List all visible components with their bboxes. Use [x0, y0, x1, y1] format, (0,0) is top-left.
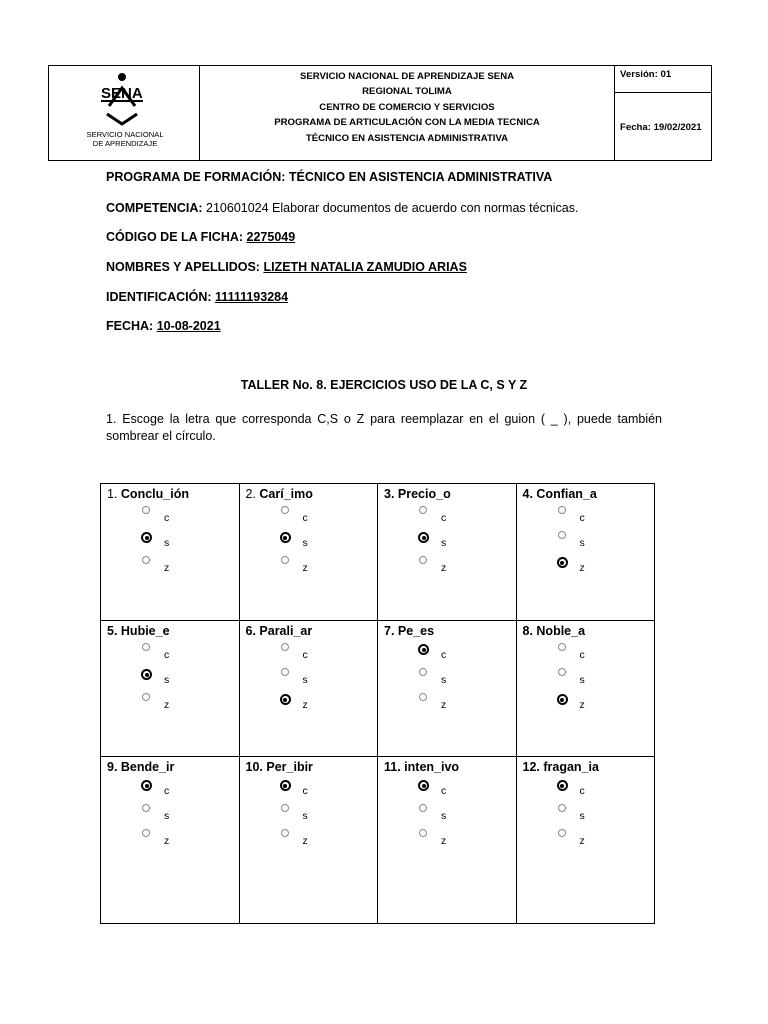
- exercise-title: [107, 487, 189, 501]
- option-label-z: z: [579, 562, 585, 574]
- option-label-s: s: [302, 674, 308, 686]
- option-radio-s[interactable]: [142, 804, 150, 812]
- header-line: PROGRAMA DE ARTICULACIÓN CON LA MEDIA TECNICA: [274, 117, 540, 129]
- competencia-line: [106, 201, 578, 215]
- option-radio-z[interactable]: [281, 556, 289, 564]
- exercise-number: 4.: [522, 487, 537, 501]
- option-label-s: s: [164, 674, 170, 686]
- option-radio-s[interactable]: [280, 532, 291, 543]
- exercise-number: 10.: [245, 760, 267, 774]
- option-radio-z[interactable]: [280, 694, 291, 705]
- option-radio-z[interactable]: [142, 556, 150, 564]
- exercise-word: Parali_ar: [259, 624, 313, 638]
- competencia-label: COMPETENCIA:: [106, 201, 203, 215]
- option-label-s: s: [441, 810, 447, 822]
- header-center: [199, 66, 615, 160]
- exercise-cell: [378, 757, 517, 924]
- option-radio-c[interactable]: [281, 506, 289, 514]
- option-label-c: c: [579, 512, 585, 524]
- exercise-title: [246, 760, 313, 774]
- exercise-title: [523, 487, 597, 501]
- option-label-s: s: [579, 537, 585, 549]
- exercise-cell: [378, 621, 517, 757]
- exercise-cell: [239, 621, 378, 757]
- option-radio-z[interactable]: [419, 556, 427, 564]
- programa-line: [106, 170, 552, 184]
- option-label-z: z: [579, 699, 585, 711]
- exercise-cell: [101, 757, 240, 924]
- exercise-cell: [516, 621, 655, 757]
- exercise-cell: [516, 757, 655, 924]
- option-label-c: c: [579, 649, 585, 661]
- option-label-z: z: [164, 562, 170, 574]
- codigo-value: 2275049: [246, 230, 296, 244]
- nombres-value: LIZETH NATALIA ZAMUDIO ARIAS: [263, 260, 467, 274]
- exercise-number: 11.: [384, 760, 405, 774]
- codigo-line: [106, 230, 295, 244]
- option-label-z: z: [302, 699, 308, 711]
- programa-label: PROGRAMA DE FORMACIÓN: TÉCNICO EN ASISTENCIA ADMINISTRATIVA: [106, 170, 553, 184]
- option-radio-s[interactable]: [281, 668, 289, 676]
- option-radio-z[interactable]: [557, 557, 568, 568]
- exercise-word: Hubie_e: [120, 624, 170, 638]
- exercise-cell: [239, 757, 378, 924]
- exercise-title: [246, 624, 313, 638]
- identificacion-label: IDENTIFICACIÓN:: [106, 290, 212, 304]
- exercise-word: Bende_ir: [120, 760, 175, 774]
- header-line: REGIONAL TOLIMA: [362, 86, 452, 98]
- option-label-z: z: [164, 699, 170, 711]
- exercise-number: 6.: [245, 624, 260, 638]
- exercise-number: 9.: [107, 760, 121, 774]
- option-radio-z[interactable]: [558, 829, 566, 837]
- header-line: TÉCNICO EN ASISTENCIA ADMINISTRATIVA: [305, 132, 509, 144]
- exercise-word: Confian_a: [536, 487, 597, 501]
- option-radio-c[interactable]: [418, 644, 429, 655]
- option-radio-c[interactable]: [141, 780, 152, 791]
- option-label-s: s: [164, 537, 170, 549]
- option-label-c: c: [441, 512, 447, 524]
- option-radio-s[interactable]: [419, 804, 427, 812]
- option-radio-s[interactable]: [141, 669, 152, 680]
- exercise-word: Pe_es: [397, 624, 435, 638]
- identificacion-value: 11111193284: [215, 290, 289, 304]
- fecha-line: [106, 319, 221, 333]
- exercise-title: [523, 760, 599, 774]
- option-radio-s[interactable]: [558, 531, 566, 539]
- exercise-cell: [239, 484, 378, 621]
- option-label-c: c: [164, 649, 170, 661]
- header-meta: [615, 66, 711, 160]
- exercise-word: Per_ibir: [266, 760, 313, 774]
- exercise-number: 1.: [107, 487, 121, 501]
- option-label-s: s: [164, 810, 170, 822]
- option-label-s: s: [441, 674, 447, 686]
- option-radio-s[interactable]: [558, 804, 566, 812]
- exercise-title: [384, 760, 459, 774]
- exercise-number: 8.: [522, 624, 537, 638]
- exercise-title: [107, 760, 174, 774]
- option-radio-z[interactable]: [419, 693, 427, 701]
- header-line: CENTRO DE COMERCIO Y SERVICIOS: [319, 101, 495, 113]
- option-radio-c[interactable]: [281, 643, 289, 651]
- option-label-z: z: [579, 835, 585, 847]
- exercise-word: Precio_o: [397, 487, 451, 501]
- exercise-word: Conclu_ión: [120, 487, 189, 501]
- option-radio-z[interactable]: [281, 829, 289, 837]
- exercise-number: 5.: [107, 624, 121, 638]
- option-radio-s[interactable]: [419, 668, 427, 676]
- option-radio-c[interactable]: [280, 780, 291, 791]
- option-radio-z[interactable]: [419, 829, 427, 837]
- option-radio-c[interactable]: [418, 780, 429, 791]
- option-radio-c[interactable]: [558, 643, 566, 651]
- option-label-c: c: [302, 649, 308, 661]
- nombres-line: [106, 260, 467, 274]
- option-label-s: s: [302, 537, 308, 549]
- exercise-grid: [100, 483, 655, 924]
- exercise-cell: [101, 621, 240, 757]
- exercise-word: Carí_imo: [259, 487, 313, 501]
- competencia-value: 210601024 Elaborar documentos de acuerdo con normas técnicas.: [206, 201, 579, 215]
- option-radio-z[interactable]: [142, 829, 150, 837]
- fecha-value: 10-08-2021: [156, 319, 221, 333]
- option-label-s: s: [579, 674, 585, 686]
- option-label-s: s: [441, 537, 447, 549]
- exercise-cell: [378, 484, 517, 621]
- option-label-c: c: [579, 785, 585, 797]
- option-label-c: c: [164, 785, 170, 797]
- fecha-label: FECHA:: [106, 319, 154, 333]
- option-label-c: c: [441, 649, 447, 661]
- version-label: Versión: 01: [615, 66, 711, 93]
- exercise-word: inten_ivo: [404, 760, 460, 774]
- option-label-z: z: [441, 835, 447, 847]
- exercise-title: [523, 624, 586, 638]
- exercise-title: [384, 624, 434, 638]
- sena-logo: [49, 66, 199, 160]
- exercise-title: [246, 487, 313, 501]
- option-label-c: c: [441, 785, 447, 797]
- option-radio-c[interactable]: [419, 506, 427, 514]
- nombres-label: NOMBRES Y APELLIDOS:: [106, 260, 260, 274]
- header-date: Fecha: 19/02/2021: [620, 122, 702, 133]
- option-radio-z[interactable]: [142, 693, 150, 701]
- exercise-word: fragan_ia: [543, 760, 599, 774]
- option-label-z: z: [441, 562, 447, 574]
- option-label-z: z: [302, 835, 308, 847]
- exercise-number: 12.: [522, 760, 544, 774]
- option-radio-c[interactable]: [558, 506, 566, 514]
- option-radio-s[interactable]: [281, 804, 289, 812]
- logo-sub-line: SERVICIO NACIONAL: [86, 130, 164, 139]
- sena-wordmark: SENA: [101, 85, 143, 102]
- logo-subtitle: [63, 130, 187, 148]
- option-label-s: s: [302, 810, 308, 822]
- option-label-c: c: [164, 512, 170, 524]
- option-radio-s[interactable]: [418, 532, 429, 543]
- exercise-title: [107, 624, 170, 638]
- codigo-label: CÓDIGO DE LA FICHA:: [106, 230, 244, 244]
- option-radio-s[interactable]: [558, 668, 566, 676]
- option-label-c: c: [302, 512, 308, 524]
- option-label-z: z: [164, 835, 170, 847]
- exercise-number: 7.: [384, 624, 398, 638]
- instructions: 1. Escoge la letra que corresponda C,S o Z para reemplazar en el guion ( _ ), puede también sombrear el círculo.: [106, 412, 662, 443]
- option-radio-s[interactable]: [141, 532, 152, 543]
- exercise-title: [384, 487, 451, 501]
- exercise-number: 3.: [384, 487, 398, 501]
- option-radio-c[interactable]: [142, 643, 150, 651]
- exercise-word: Noble_a: [536, 624, 586, 638]
- option-label-z: z: [441, 699, 447, 711]
- option-label-s: s: [579, 810, 585, 822]
- option-radio-z[interactable]: [557, 694, 568, 705]
- exercise-cell: [516, 484, 655, 621]
- exercise-cell: [101, 484, 240, 621]
- option-label-z: z: [302, 562, 308, 574]
- logo-sub-line: DE APRENDIZAJE: [92, 139, 158, 148]
- option-radio-c[interactable]: [557, 780, 568, 791]
- workshop-title: TALLER No. 8. EJERCICIOS USO DE LA C, S Y Z: [240, 378, 528, 392]
- document-header: [48, 65, 712, 161]
- header-line: SERVICIO NACIONAL DE APRENDIZAJE SENA: [299, 71, 515, 82]
- exercise-number: 2.: [245, 487, 260, 501]
- option-radio-c[interactable]: [142, 506, 150, 514]
- identificacion-line: [106, 290, 288, 304]
- option-label-c: c: [302, 785, 308, 797]
